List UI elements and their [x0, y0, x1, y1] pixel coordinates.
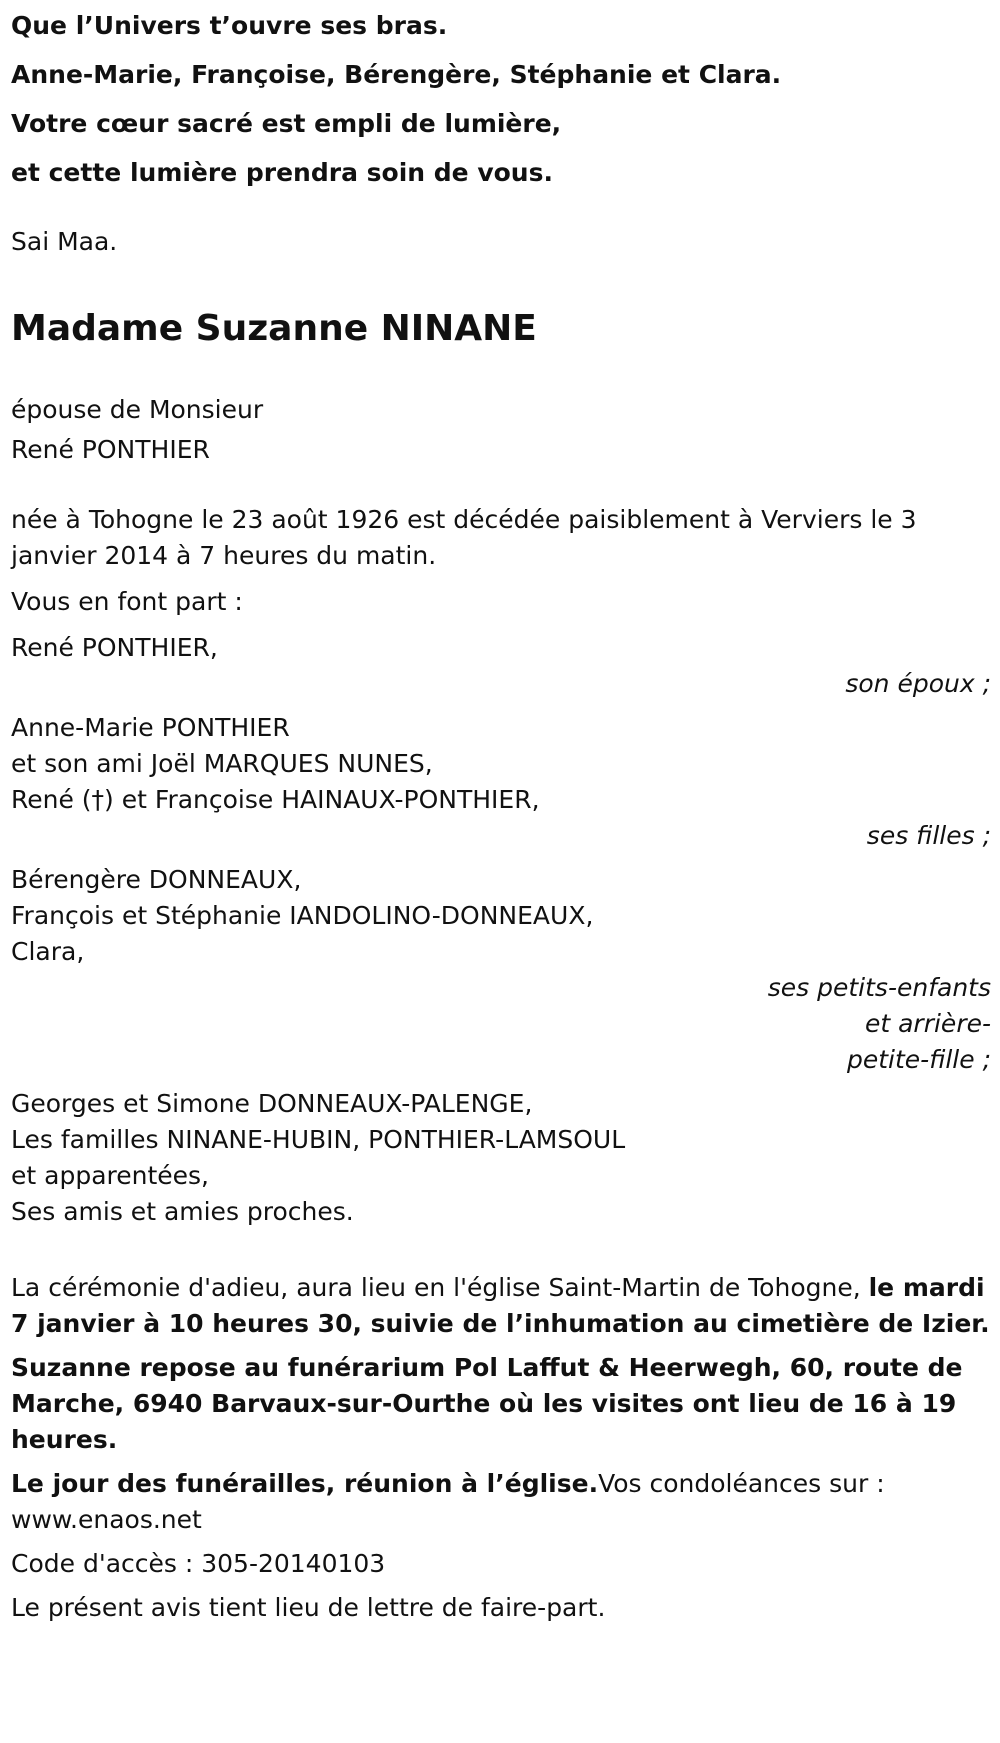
- obituary-notice: [11, 6, 991, 1626]
- relation-label: son époux ;: [845, 669, 991, 698]
- spouse-line-1: épouse de Monsieur: [11, 395, 264, 424]
- family-name: Bérengère DONNEAUX,: [11, 865, 302, 894]
- relation-label: ses petits-enfants: [767, 973, 991, 1002]
- deceased-name: Madame Suzanne NINANE: [11, 308, 537, 349]
- family-group-spouse: [11, 630, 991, 702]
- relation-label: petite-fille ;: [847, 1045, 991, 1074]
- ceremony-plain: La cérémonie d'adieu, aura lieu en l'église Saint-Martin de Tohogne,: [11, 1273, 869, 1302]
- poem-line-4: et cette lumière prendra soin de vous.: [11, 158, 553, 187]
- family-name: François et Stéphanie IANDOLINO-DONNEAUX,: [11, 901, 594, 930]
- ceremony-text: [11, 1270, 991, 1342]
- condolences-text: Vos condoléances sur : www.enaos.net: [11, 1469, 885, 1534]
- family-group-grandchildren: [11, 862, 991, 1078]
- family-name: et son ami Joël MARQUES NUNES,: [11, 749, 433, 778]
- birth-death-text: née à Tohogne le 23 août 1926 est décédée paisiblement à Verviers le 3 janvier 2014 à 7 heures du matin.: [11, 505, 917, 570]
- family-name: René (†) et Françoise HAINAUX-PONTHIER,: [11, 785, 540, 814]
- family-name: Clara,: [11, 937, 85, 966]
- relation-label: ses filles ;: [866, 821, 991, 850]
- announcers-intro: Vous en font part :: [11, 587, 243, 616]
- spouse-line-2: René PONTHIER: [11, 435, 210, 464]
- family-name: Georges et Simone DONNEAUX-PALENGE,: [11, 1089, 533, 1118]
- family-name: Les familles NINANE-HUBIN, PONTHIER-LAMSOUL: [11, 1125, 626, 1154]
- poem: [11, 6, 991, 202]
- closing-text: Le présent avis tient lieu de lettre de faire-part.: [11, 1593, 606, 1622]
- family-name: Ses amis et amies proches.: [11, 1197, 354, 1226]
- funeral-day-bold: Le jour des funérailles, réunion à l’église.: [11, 1469, 599, 1498]
- ceremony-bold: le mardi 7 janvier à 10 heures 30, suivie de l’inhumation au cimetière de Izier.: [11, 1273, 990, 1338]
- family-name: et apparentées,: [11, 1161, 209, 1190]
- family-group-daughters: [11, 710, 991, 854]
- poem-line-1: Que l’Univers t’ouvre ses bras.: [11, 11, 448, 40]
- poem-line-3: Votre cœur sacré est empli de lumière,: [11, 109, 562, 138]
- funerarium-text: Suzanne repose au funérarium Pol Laffut & Heerwegh, 60, route de Marche, 6940 Barvaux-sur-Ourthe où les visites ont lieu de 16 à 19 heures.: [11, 1353, 963, 1454]
- poem-line-2: Anne-Marie, Françoise, Bérengère, Stéphanie et Clara.: [11, 60, 782, 89]
- access-code: Code d'accès : 305-20140103: [11, 1549, 386, 1578]
- funeral-day-text: [11, 1466, 991, 1538]
- family-name: Anne-Marie PONTHIER: [11, 713, 290, 742]
- poem-signature: Sai Maa.: [11, 227, 118, 256]
- relation-label: et arrière-: [864, 1009, 991, 1038]
- family-name: René PONTHIER,: [11, 633, 218, 662]
- family-group-others: [11, 1086, 991, 1230]
